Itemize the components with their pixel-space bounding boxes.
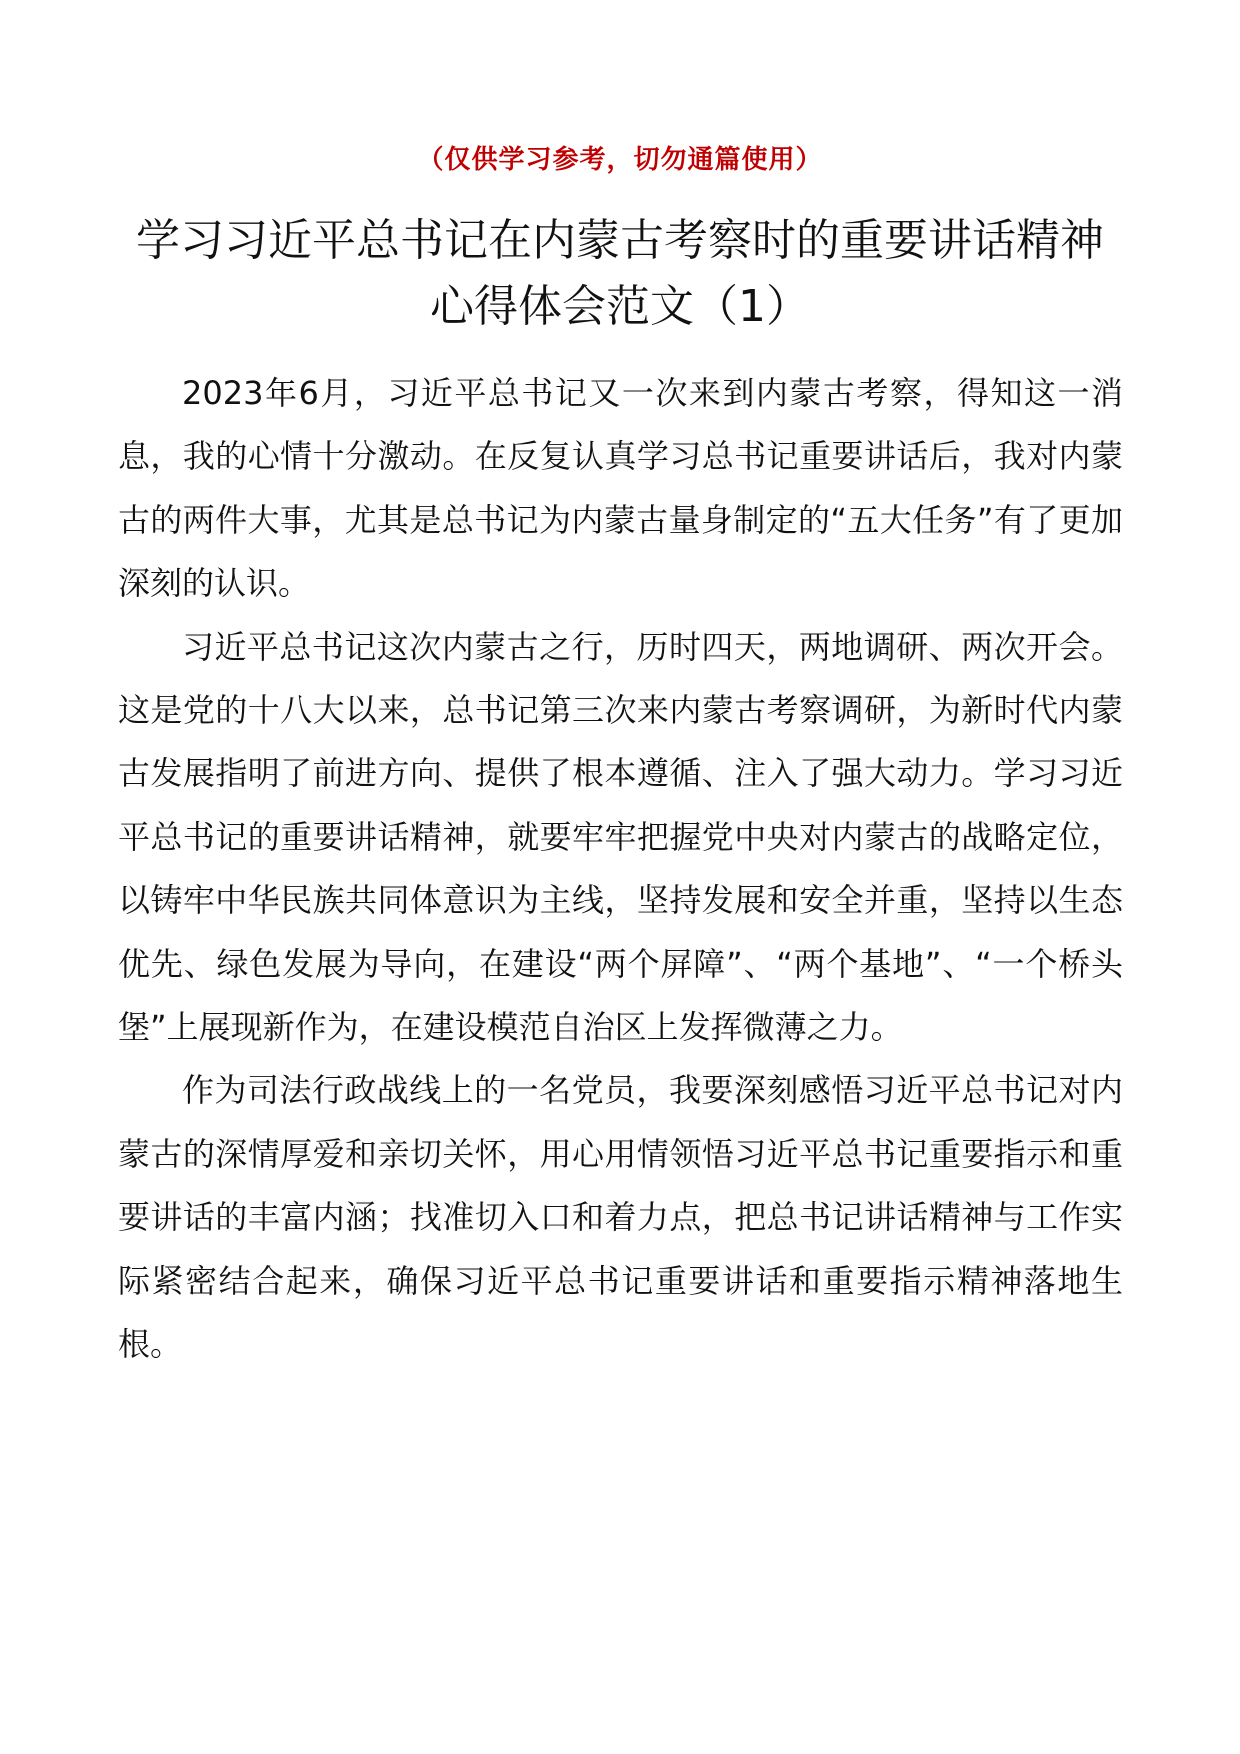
document-title: 学习习近平总书记在内蒙古考察时的重要讲话精神心得体会范文（1）: [136, 215, 1104, 332]
usage-notice: （仅供学习参考，切勿通篇使用）: [417, 145, 823, 175]
paragraph-3: 作为司法行政战线上的一名党员，我要深刻感悟习近平总书记对内蒙古的深情厚爱和亲切关怀，用心用情领悟习近平总书记重要指示和重要讲话的丰富内涵；找准切入口和着力点，把总书记讲话精神与工作实际紧密结合起来，确保习近平总书记重要讲话和重要指示精神落地生根。: [118, 1071, 1123, 1364]
paragraph-1: 2023年6月，习近平总书记又一次来到内蒙古考察，得知这一消息，我的心情十分激动。在反复认真学习总书记重要讲话后，我对内蒙古的两件大事，尤其是总书记为内蒙古量身制定的“五大任务”有了更加深刻的认识。: [118, 374, 1123, 603]
paragraph-2: 习近平总书记这次内蒙古之行，历时四天，两地调研、两次开会。这是党的十八大以来，总书记第三次来内蒙古考察调研，为新时代内蒙古发展指明了前进方向、提供了根本遵循、注入了强大动力。学习习近平总书记的重要讲话精神，就要牢牢把握党中央对内蒙古的战略定位，以铸牢中华民族共同体意识为主线，坚持发展和安全并重，坚持以生态优先、绿色发展为导向，在建设“两个屏障”、“两个基地”、“一个桥头堡”上展现新作为，在建设模范自治区上发挥微薄之力。: [118, 627, 1123, 1047]
document-body: [118, 362, 1123, 1377]
